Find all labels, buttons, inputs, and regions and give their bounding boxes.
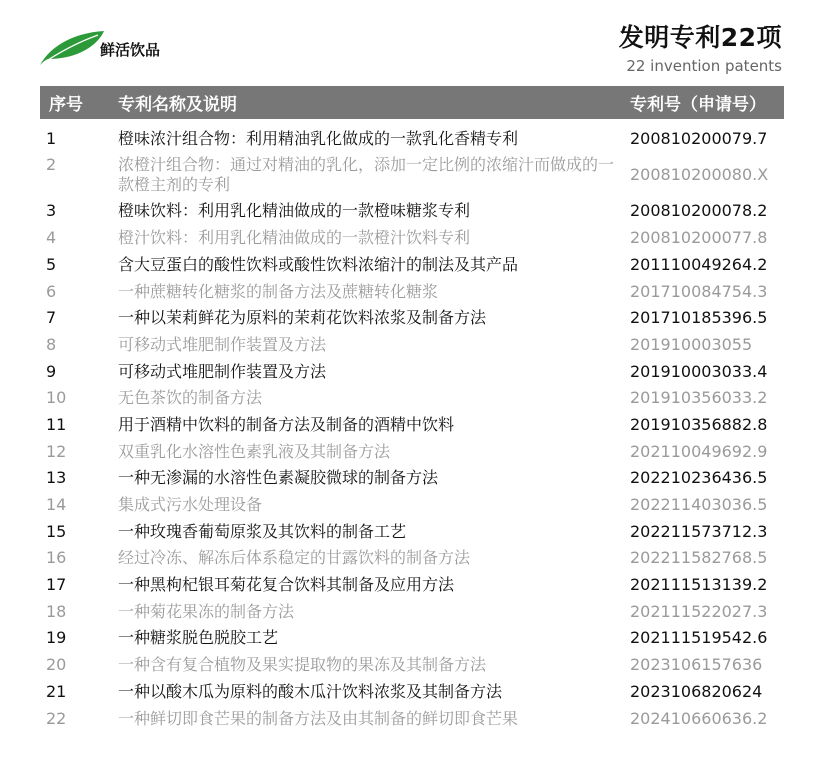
row-number: 3 (46, 201, 57, 221)
patent-name: 橙味饮料：利用乳化精油做成的一款橙味糖浆专利 (118, 201, 471, 221)
row-number: 1 (46, 128, 57, 148)
table-row (40, 385, 784, 412)
patent-number: 202111513139.2 (630, 575, 768, 595)
table-row (40, 225, 784, 252)
row-number: 9 (46, 361, 57, 381)
patent-name: 一种蔗糖转化糖浆的制备方法及蔗糖转化糖浆 (118, 281, 439, 301)
patent-name: 一种以茉莉鲜花为原料的茉莉花饮料浓浆及制备方法 (118, 308, 487, 328)
patent-number: 202211573712.3 (630, 521, 768, 541)
row-number: 10 (46, 388, 67, 408)
brand-logo (38, 28, 161, 68)
table-row (40, 518, 784, 545)
table-row (40, 625, 784, 652)
table-row (40, 545, 784, 572)
patent-name: 一种黑枸杞银耳菊花复合饮料其制备及应用方法 (118, 575, 455, 595)
patent-name: 一种无渗漏的水溶性色素凝胶微球的制备方法 (118, 468, 439, 488)
row-number: 7 (46, 308, 57, 328)
patent-number: 201710084754.3 (630, 281, 768, 301)
row-number: 20 (46, 655, 67, 675)
table-row (40, 198, 784, 225)
table-row (40, 652, 784, 679)
patent-name: 橙汁饮料：利用乳化精油做成的一款橙汁饮料专利 (118, 228, 471, 248)
brand-name: 鲜活饮品 (100, 41, 161, 59)
patent-number: 2023106820624 (630, 681, 763, 701)
table-row (40, 465, 784, 492)
table-row (40, 598, 784, 625)
table-row (40, 411, 784, 438)
patent-number: 202211403036.5 (630, 495, 768, 515)
patent-number: 201910003055 (630, 334, 753, 354)
patent-number: 201910003033.4 (630, 361, 768, 381)
table-header (40, 86, 784, 119)
patent-number: 201910356882.8 (630, 414, 768, 434)
table-row (40, 331, 784, 358)
table-row (40, 572, 784, 599)
row-number: 16 (46, 548, 67, 568)
table-row (40, 251, 784, 278)
column-header-patent: 专利号（申请号） (630, 95, 766, 115)
column-header-name: 专利名称及说明 (118, 95, 237, 115)
patent-number: 202210236436.5 (630, 468, 768, 488)
row-number: 2 (46, 155, 57, 175)
patent-name: 双重乳化水溶性色素乳液及其制备方法 (118, 441, 391, 461)
patent-number: 200810200080.X (630, 165, 769, 185)
page-title: 发明专利22项 (618, 23, 782, 52)
patent-name: 无色茶饮的制备方法 (118, 388, 263, 408)
row-number: 14 (46, 495, 67, 515)
row-number: 19 (46, 628, 67, 648)
table-row (40, 705, 784, 732)
table-row (40, 678, 784, 705)
row-number: 13 (46, 468, 67, 488)
patent-name: 橙味浓汁组合物：利用精油乳化做成的一款乳化香精专利 (118, 128, 519, 148)
patent-name: 可移动式堆肥制作装置及方法 (118, 334, 327, 354)
patent-name: 一种玫瑰香葡萄原浆及其饮料的制备工艺 (118, 521, 407, 541)
patent-number: 201710185396.5 (630, 308, 768, 328)
row-number: 21 (46, 681, 67, 701)
patent-number: 202111522027.3 (630, 601, 768, 621)
row-number: 5 (46, 254, 57, 274)
table-row (40, 125, 784, 152)
patent-number: 201110049264.2 (630, 254, 768, 274)
patent-number: 202111519542.6 (630, 628, 768, 648)
table-row (40, 152, 784, 198)
patent-name: 含大豆蛋白的酸性饮料或酸性饮料浓缩汁的制法及其产品 (118, 254, 519, 274)
table-body (40, 125, 784, 732)
patent-name: 一种鲜切即食芒果的制备方法及由其制备的鲜切即食芒果 (118, 708, 519, 728)
green-leaf-icon (38, 29, 106, 67)
row-number: 8 (46, 334, 57, 354)
row-number: 12 (46, 441, 67, 461)
patent-number: 200810200078.2 (630, 201, 768, 221)
patent-table (40, 86, 784, 732)
patent-name: 一种糖浆脱色脱胶工艺 (118, 628, 279, 648)
table-row (40, 358, 784, 385)
patent-name: 用于酒精中饮料的制备方法及制备的酒精中饮料 (118, 414, 455, 434)
patent-name: 一种菊花果冻的制备方法 (118, 601, 295, 621)
patent-name: 集成式污水处理设备 (118, 495, 263, 515)
header (619, 22, 782, 76)
patent-name: 一种含有复合植物及果实提取物的果冻及其制备方法 (118, 655, 487, 675)
patent-number: 201910356033.2 (630, 388, 768, 408)
patent-number: 202110049692.9 (630, 441, 768, 461)
table-row (40, 491, 784, 518)
row-number: 6 (46, 281, 57, 301)
patent-number: 200810200079.7 (630, 128, 768, 148)
page-subtitle: 22 invention patents (626, 57, 782, 75)
patent-number: 200810200077.8 (630, 228, 768, 248)
patent-name: 浓橙汁组合物：通过对精油的乳化，添加一定比例的浓缩汁而做成的一款橙主剂的专利 (118, 155, 615, 194)
patent-name: 经过冷冻、解冻后体系稳定的甘露饮料的制备方法 (118, 548, 471, 568)
row-number: 15 (46, 521, 67, 541)
row-number: 17 (46, 575, 67, 595)
row-number: 4 (46, 228, 57, 248)
patent-number: 2023106157636 (630, 655, 763, 675)
table-row (40, 305, 784, 332)
patent-name: 可移动式堆肥制作装置及方法 (118, 361, 327, 381)
table-row (40, 438, 784, 465)
patent-name: 一种以酸木瓜为原料的酸木瓜汁饮料浓浆及其制备方法 (118, 681, 503, 701)
row-number: 22 (46, 708, 67, 728)
patent-number: 202211582768.5 (630, 548, 768, 568)
row-number: 11 (46, 414, 67, 434)
column-header-number: 序号 (49, 95, 83, 115)
patent-number: 202410660636.2 (630, 708, 768, 728)
table-row (40, 278, 784, 305)
row-number: 18 (46, 601, 67, 621)
